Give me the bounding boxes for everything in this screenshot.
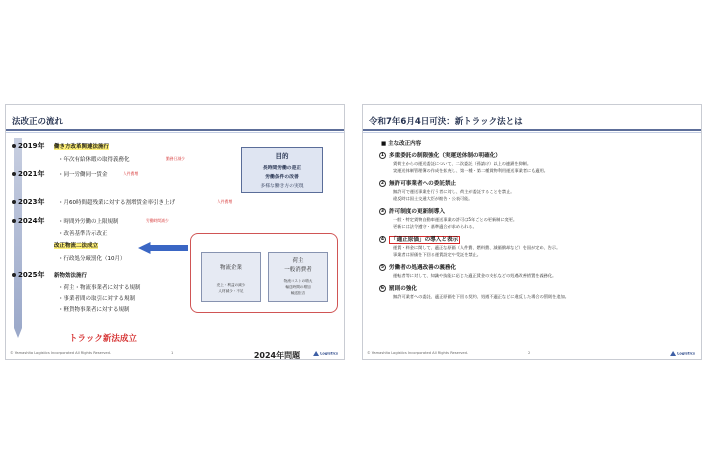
tag-impact: 労働時間減少 bbox=[146, 218, 169, 223]
year-2025: 2025年 bbox=[12, 270, 44, 280]
bullet-dot-icon bbox=[12, 273, 16, 277]
law-equal-pay: ・同一労働同一賃金 bbox=[58, 172, 108, 178]
slide-title: 法改正の流れ bbox=[12, 117, 64, 127]
item-heading-5: 5 労働者の処遇改善の義務化 bbox=[380, 265, 457, 271]
title-rule bbox=[363, 129, 701, 131]
tag-impact: 人件費増 bbox=[123, 171, 139, 176]
logo-mark-icon bbox=[313, 351, 319, 356]
law-admin-penalty: ・行政処分厳罰化（10月） bbox=[58, 256, 126, 262]
law-shipper-regulation: ・荷主・物流事業者に対する規制 bbox=[58, 285, 141, 291]
purpose-line: 多様な働き方の実現 bbox=[260, 184, 304, 189]
purpose-line: 労働条件の改善 bbox=[265, 175, 299, 180]
item-heading-4: 4 「適正原価」の導入と表示 bbox=[380, 237, 459, 243]
purpose-box bbox=[241, 147, 323, 193]
title-rule-secondary bbox=[6, 132, 344, 133]
footer-copyright: © Yamashita Logistics Incorporated All Rights Reserved. bbox=[367, 351, 469, 355]
bullet-dot-icon bbox=[12, 144, 16, 148]
item-text: 無許可で運送事業を行う者に対し、荷主が委託することを禁止。 bbox=[393, 189, 515, 194]
party-shippers-consumers bbox=[268, 252, 328, 302]
title-rule-secondary bbox=[363, 132, 701, 133]
year-2024: 2024年 bbox=[12, 216, 44, 226]
item-heading-1: 1 多重委託の制限強化（実運送体制の明確化） bbox=[380, 153, 501, 159]
party-logistics-companies bbox=[201, 252, 261, 302]
law-standards-notice: ・改善基準告示改正 bbox=[58, 231, 108, 237]
item-text: 貨荷主からの運送委託について、二次委託（孫請け）以上の連鎖を抑制。 bbox=[393, 161, 532, 166]
year-2019: 2019年 bbox=[12, 141, 44, 151]
law-overtime-cap: ・時間外労働の上限規制 bbox=[58, 219, 119, 225]
law-workstyle-reform: 働き方改革関連法施行 bbox=[54, 144, 110, 150]
logo-mark-icon bbox=[670, 351, 676, 356]
company-logo: Logistics bbox=[670, 351, 695, 356]
purpose-title: 目的 bbox=[275, 152, 289, 160]
party-name: 荷主 bbox=[292, 258, 304, 264]
title-rule bbox=[6, 129, 344, 131]
law-new-logistics-act: 新物効法施行 bbox=[54, 273, 88, 279]
item-text: 無許可業者への委託、適正原価を下回る契約、処遇不適正などに違反した場合の罰則を追加。 bbox=[393, 294, 569, 299]
party-name: 物流企業 bbox=[219, 265, 242, 271]
law-light-cargo-regulation: ・軽貨物事業者に対する規制 bbox=[58, 307, 130, 313]
party-name: 一般消費者 bbox=[284, 267, 312, 273]
item-text: 実運送体制管理簿の作成を拡充し、第一種・第二種貨物利用運送事業者にも適用。 bbox=[393, 168, 548, 173]
slide-title: 令和7年6月4日可決：新トラック法とは bbox=[369, 117, 523, 127]
tag-impact: 人件費増 bbox=[217, 199, 233, 204]
law-paid-leave: ・年次有給休暇の取得義務化 bbox=[58, 157, 130, 163]
bullet-dot-icon bbox=[12, 219, 16, 223]
timeline-arrow bbox=[14, 138, 22, 338]
law-logistics-two-laws: 改正物流二法成立 bbox=[54, 243, 99, 249]
party-impact: 輸送時間の増加 bbox=[285, 285, 311, 289]
law-overtime-premium: ・月60時間超残業に対する割増賃金率引き上げ bbox=[58, 200, 176, 206]
company-logo: Logistics bbox=[313, 351, 338, 356]
item-text: 更新には法令遵守・基準適合が求められる。 bbox=[393, 224, 477, 229]
bullet-dot-icon bbox=[12, 172, 16, 176]
item-text: 一般・特定貨物自動車運送事業の許可は5年ごとの更新制に変更。 bbox=[393, 217, 518, 222]
party-impact: 輸送拒否 bbox=[290, 291, 306, 295]
slide-law-revision-timeline bbox=[5, 104, 345, 360]
item-text: 運賃・料金に関して、適正な原価（人件費、燃料費、減価償却など）を国が定め、告示。 bbox=[393, 245, 561, 250]
year-2021: 2021年 bbox=[12, 169, 44, 179]
item-heading-2: 2 無許可事業者への委託禁止 bbox=[380, 181, 457, 187]
slide-new-truck-law bbox=[362, 104, 702, 360]
party-impact: 物流コストの増大 bbox=[283, 279, 313, 283]
page-number: 2 bbox=[528, 351, 531, 355]
section-heading: ■ 主な改正内容 bbox=[381, 141, 422, 147]
item-text: 事業者は原価を下回る運賃設定や受託を禁止。 bbox=[393, 252, 481, 257]
year-2023: 2023年 bbox=[12, 197, 44, 207]
item-text: 運転者等に対して、知識や技能に応じた適正賃金の支払などの処遇改善措置を義務化。 bbox=[393, 273, 557, 278]
footer-copyright: © Yamashita Logistics Incorporated All Rights Reserved. bbox=[10, 351, 112, 355]
party-impact: 人材減少・不足 bbox=[218, 289, 244, 293]
law-interbusiness-regulation: ・事業者間の取引に対する規制 bbox=[58, 296, 136, 302]
conclusion-text: トラック新法成立 bbox=[69, 334, 137, 344]
tag-impact: 勤務日減少 bbox=[166, 156, 185, 161]
item-heading-6: 6 罰則の強化 bbox=[380, 286, 417, 292]
left-arrow-icon bbox=[138, 242, 188, 254]
bullet-dot-icon bbox=[12, 200, 16, 204]
purpose-line: 長時間労働の是正 bbox=[262, 166, 302, 171]
item-heading-3: 3 許可制度の更新制導入 bbox=[380, 209, 445, 215]
page-number: 1 bbox=[171, 351, 174, 355]
issue-title: 2024年問題 bbox=[239, 350, 315, 360]
party-impact: 売上・利益の減少 bbox=[216, 283, 246, 287]
item-text: 違反時は国土交通大臣が勧告・公表可能。 bbox=[393, 196, 473, 201]
